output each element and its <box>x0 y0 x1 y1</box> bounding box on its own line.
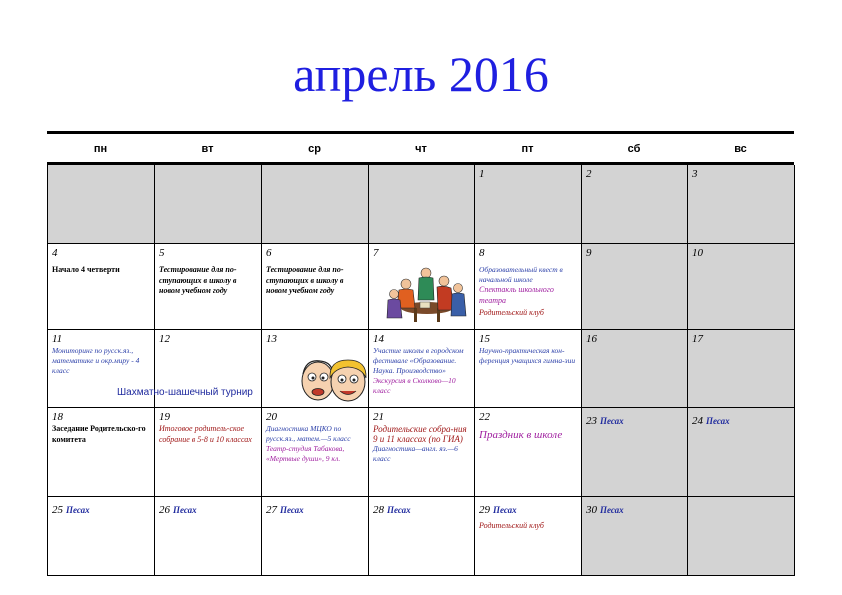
chess-tournament-label: Шахматно-шашечный турнир <box>117 387 253 398</box>
day-cell-4[interactable] <box>48 244 155 329</box>
day-cell-empty <box>369 165 475 243</box>
event-text: Мониторинг по русск.яз., математике и окр.миру - 4 класс <box>52 346 140 375</box>
holiday-label: Песах <box>493 505 517 515</box>
day-number: 24 <box>692 415 703 427</box>
day-number: 30 <box>586 504 597 516</box>
day-cell-15[interactable] <box>475 330 582 407</box>
holiday-label: Песах <box>66 505 90 515</box>
day-cell-empty <box>155 165 262 243</box>
day-cell-8[interactable] <box>475 244 582 329</box>
day-cell-10[interactable] <box>688 244 795 329</box>
weekday-wed: ср <box>308 143 321 155</box>
event-text: Диагностика МЦКО по русск.яз., матем.—5 класс <box>266 424 351 443</box>
event-text: Театр-студия Табакова, «Мертвые души», 9 кл. <box>266 444 345 463</box>
day-number: 18 <box>52 411 63 423</box>
calendar-grid <box>47 165 795 576</box>
weekday-tue: вт <box>201 143 214 155</box>
event-text: Тестирование для по-ступающих в школу в новом учебном году <box>266 265 344 295</box>
day-cell-25[interactable] <box>48 497 155 575</box>
day-number: 5 <box>159 247 165 259</box>
day-cell-14[interactable] <box>369 330 475 407</box>
day-cell-2[interactable] <box>582 165 688 243</box>
calendar-week-4 <box>48 408 795 497</box>
day-number: 14 <box>373 333 384 345</box>
day-number: 3 <box>692 168 698 180</box>
event-text: Спектакль школьного театра <box>479 285 554 305</box>
day-number: 25 <box>52 504 63 516</box>
day-number: 29 <box>479 504 490 516</box>
holiday-label: Песах <box>600 505 624 515</box>
event-text: Родительские собра-ния 9 и 11 классах (по ГИА) <box>373 424 467 444</box>
day-number: 26 <box>159 504 170 516</box>
day-number: 12 <box>159 333 170 345</box>
calendar-week-5 <box>48 497 795 576</box>
day-cell-16[interactable] <box>582 330 688 407</box>
day-cell-empty <box>262 165 369 243</box>
event-text: Итоговое родитель-ское собрание в 5-8 и 10 классах <box>159 424 252 444</box>
event-text: Праздник в школе <box>479 429 563 441</box>
weekday-thu: чт <box>415 143 427 155</box>
day-number: 19 <box>159 411 170 423</box>
day-number: 17 <box>692 333 703 345</box>
day-cell-28[interactable] <box>369 497 475 575</box>
day-cell-21[interactable] <box>369 408 475 496</box>
day-number: 15 <box>479 333 490 345</box>
event-text: Заседание Родительско-го комитета <box>52 424 146 444</box>
event-text: Родительский клуб <box>479 521 544 530</box>
holiday-label: Песах <box>387 505 411 515</box>
day-cell-5[interactable] <box>155 244 262 329</box>
event-text: Научно-практическая кон-ференция учащихся гимна-зии <box>479 346 576 365</box>
holiday-label: Песах <box>173 505 197 515</box>
day-number: 13 <box>266 333 277 345</box>
day-cell-23[interactable] <box>582 408 688 496</box>
day-number: 10 <box>692 247 703 259</box>
event-text: Родительский клуб <box>479 308 544 317</box>
event-text: Диагностика—англ. яз.—6 класс <box>373 444 458 463</box>
weekday-header <box>47 136 794 162</box>
day-cell-3[interactable] <box>688 165 795 243</box>
day-cell-17[interactable] <box>688 330 795 407</box>
day-cell-19[interactable] <box>155 408 262 496</box>
day-number: 28 <box>373 504 384 516</box>
header-top-rule <box>47 131 794 134</box>
weekday-fri: пт <box>521 143 534 155</box>
event-text: Экскурсия в Сколково—10 класс <box>373 376 456 395</box>
weekday-sun: вс <box>734 143 747 155</box>
people-meeting-clipart-icon <box>384 264 470 324</box>
event-text: Участие школы в городском фестивале «Образование. Наука. Производство» <box>373 346 464 375</box>
holiday-label: Песах <box>706 416 730 426</box>
weekday-sat: сб <box>627 143 641 155</box>
day-number: 7 <box>373 247 379 259</box>
day-number: 16 <box>586 333 597 345</box>
day-number: 23 <box>586 415 597 427</box>
day-cell-empty <box>48 165 155 243</box>
day-number: 6 <box>266 247 272 259</box>
day-number: 20 <box>266 411 277 423</box>
day-number: 27 <box>266 504 277 516</box>
day-number: 1 <box>479 168 485 180</box>
day-number: 8 <box>479 247 485 259</box>
day-cell-26[interactable] <box>155 497 262 575</box>
day-cell-6[interactable] <box>262 244 369 329</box>
day-cell-1[interactable] <box>475 165 582 243</box>
event-text: Образовательный квест в начальной школе <box>479 265 563 284</box>
day-number: 9 <box>586 247 592 259</box>
page-title: апрель 2016 <box>293 46 549 102</box>
day-cell-30[interactable] <box>582 497 688 575</box>
event-text: Тестирование для по-ступающих в школу в новом учебном году <box>159 265 237 295</box>
calendar-week-1 <box>48 165 795 244</box>
day-cell-18[interactable] <box>48 408 155 496</box>
day-number: 21 <box>373 411 384 423</box>
day-cell-empty <box>688 497 795 575</box>
day-number: 22 <box>479 411 490 423</box>
day-number: 4 <box>52 247 58 259</box>
weekday-mon: пн <box>93 143 108 155</box>
day-cell-27[interactable] <box>262 497 369 575</box>
day-cell-29[interactable] <box>475 497 582 575</box>
holiday-label: Песах <box>280 505 304 515</box>
day-cell-22[interactable] <box>475 408 582 496</box>
day-cell-24[interactable] <box>688 408 795 496</box>
event-text: Начало 4 четверти <box>52 265 120 274</box>
holiday-label: Песах <box>600 416 624 426</box>
day-cell-9[interactable] <box>582 244 688 329</box>
day-cell-20[interactable] <box>262 408 369 496</box>
day-number: 11 <box>52 333 63 345</box>
day-number: 2 <box>586 168 592 180</box>
two-faces-clipart-icon <box>296 354 368 404</box>
